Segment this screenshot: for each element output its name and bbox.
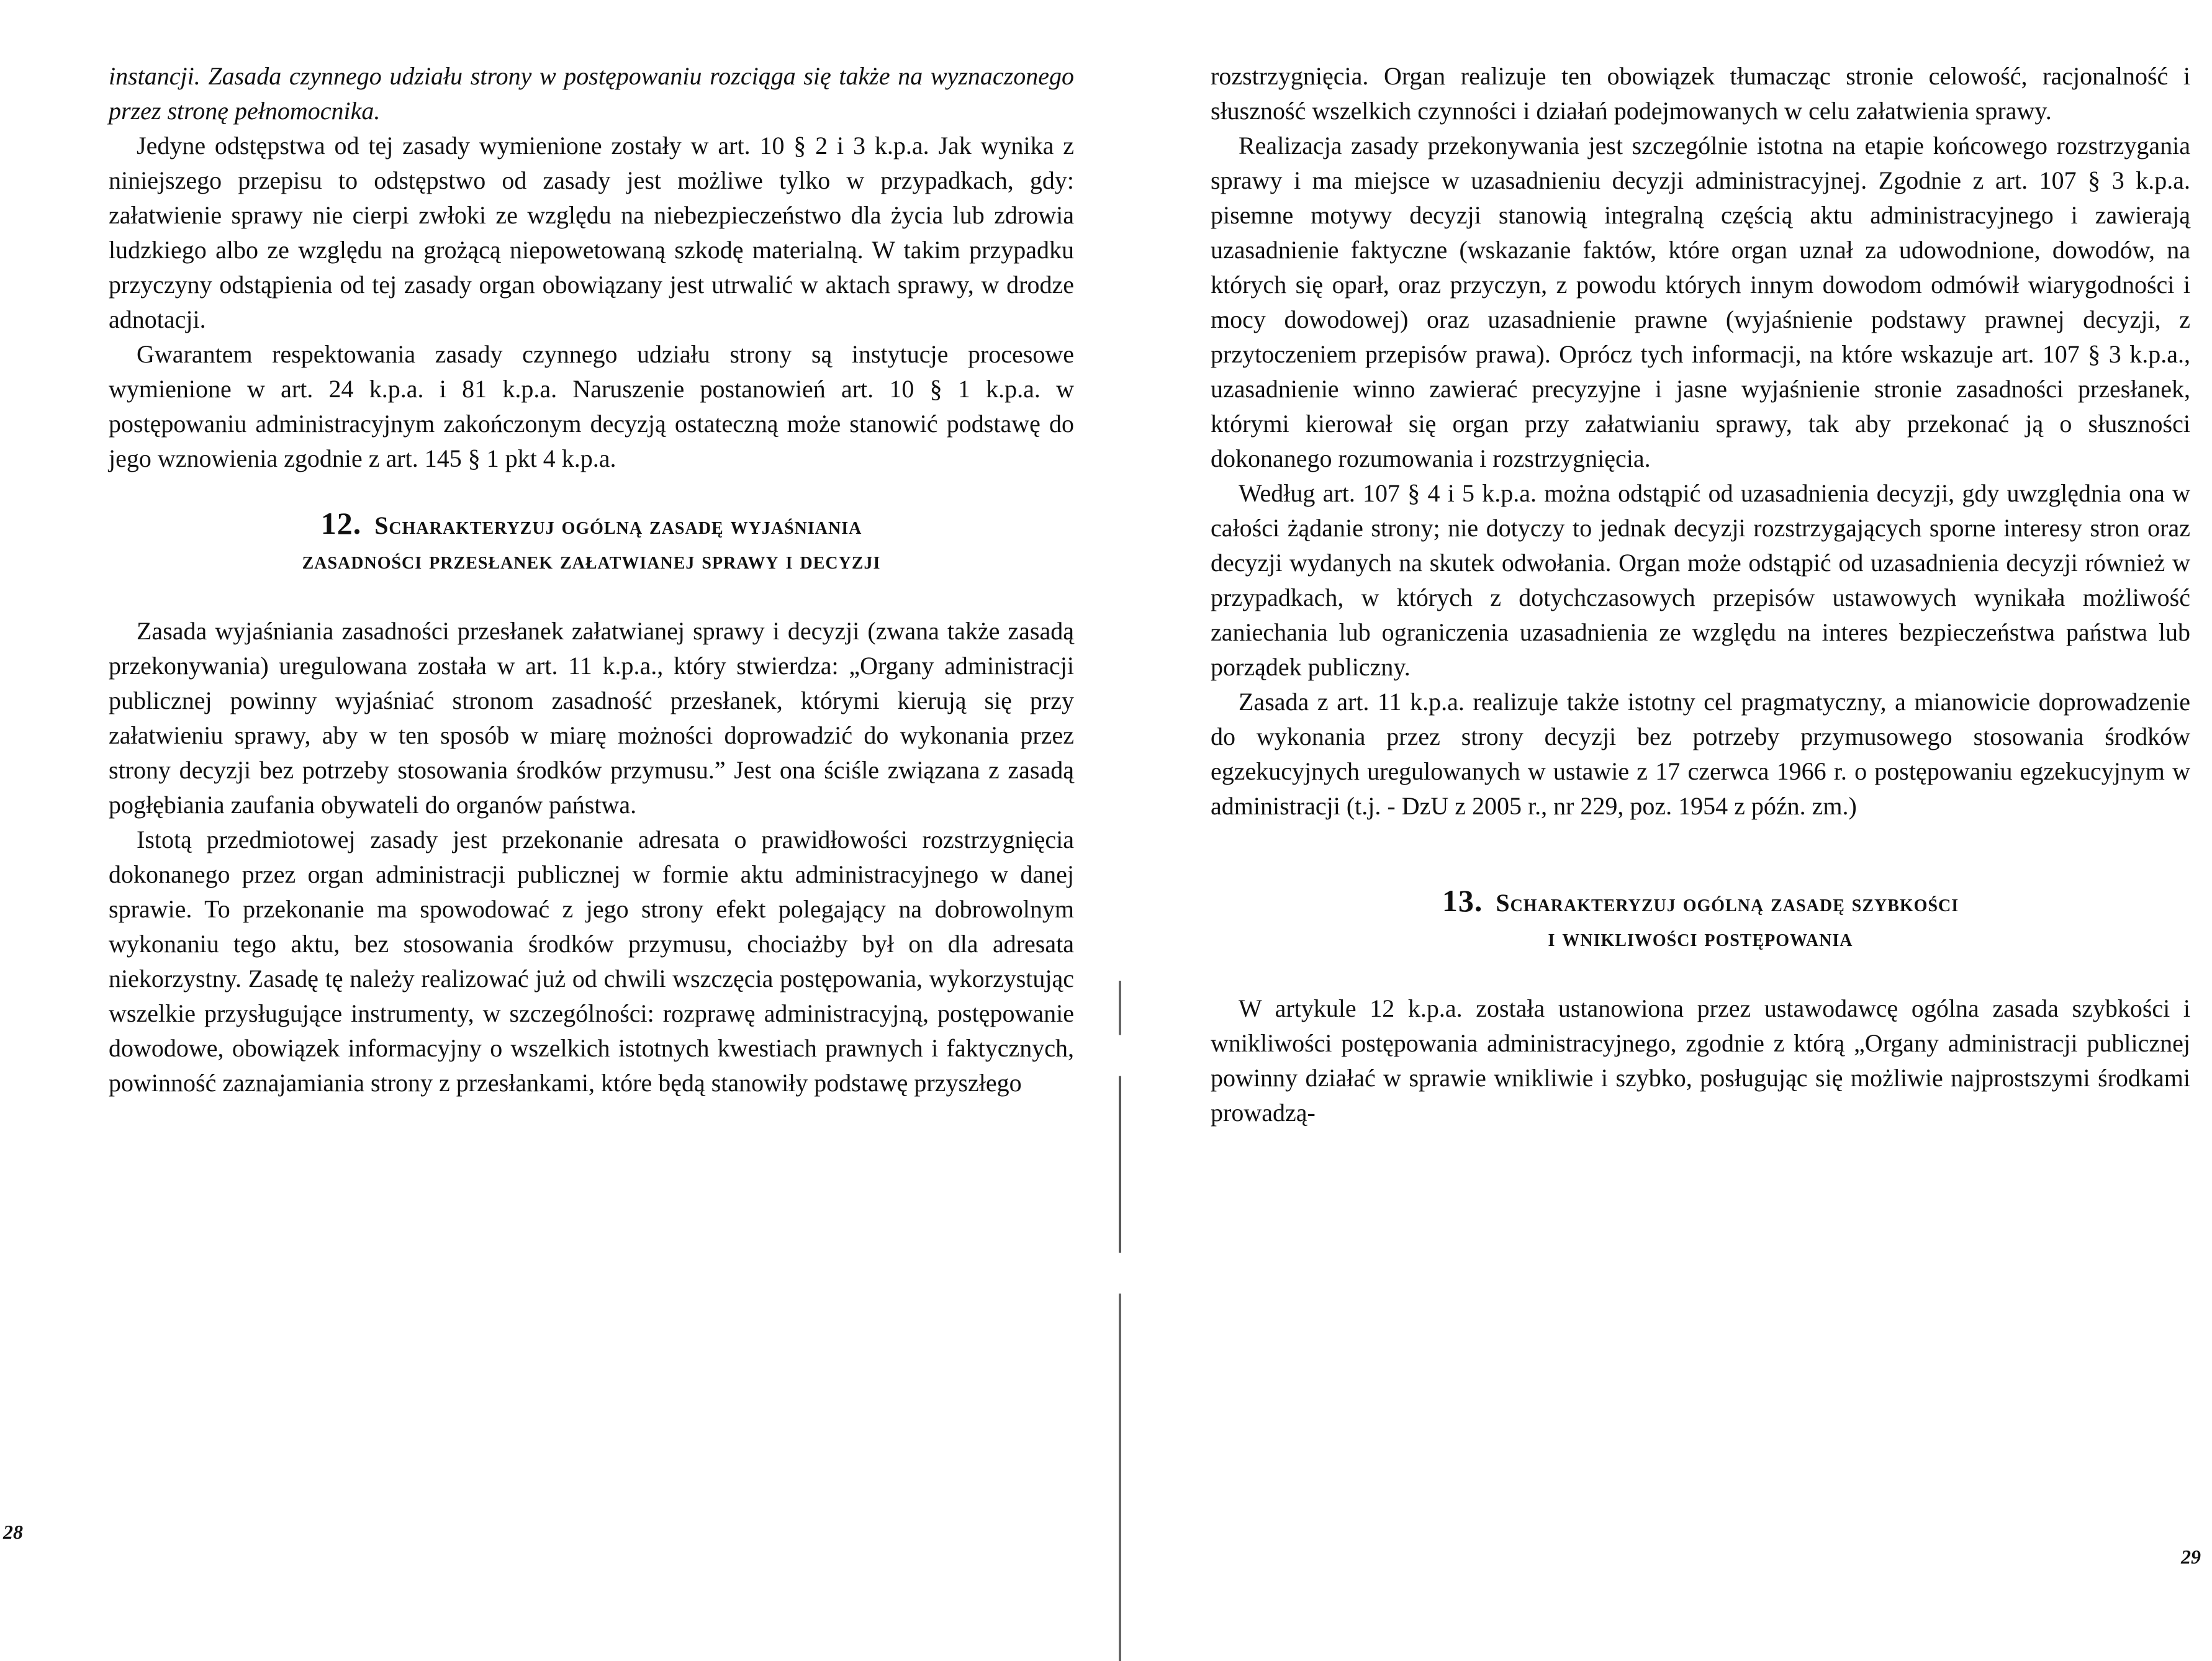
page-number-left: 28 [3, 1521, 23, 1543]
section-title-line1: Scharakteryzuj ogólną zasadę wyjaśniania [374, 511, 862, 539]
paragraph: instancji. Zasada czynnego udziału strony w postępowaniu rozciąga się także na wyznaczonego przez stronę pełnomocnika. [109, 62, 1074, 125]
paragraph: Jedyne odstępstwa od tej zasady wymienione zostały w art. 10 § 2 i 3 k.p.a. Jak wynika z niniejszego przepisu to odstępstwo od zasady jest możliwe tylko w przypadkach, gdy: załatwienie sprawy nie cierpi zwłoki ze względu na niebezpieczeństwo dla życia lub zdrowia ludzkiego albo ze względu na grożącą niepowetowaną szkodę materialną. W takim przypadku przyczyny odstąpienia od tej zasady organ obowiązany jest utrwalić w aktach sprawy, w drodze adnotacji. [109, 132, 1074, 333]
paragraph: Realizacja zasady przekonywania jest szczególnie istotna na etapie końcowego rozstrzygania sprawy i ma miejsce w uzasadnieniu decyzji administracyjnej. Zgodnie z art. 107 § 3 k.p.a. pisemne motywy decyzji stanowią integralną częścią aktu administracyjnego i zawierają uzasadnienie faktyczne (wskazanie faktów, które organ uznał za udowodnione, dowodów, na których się oparł, oraz przyczyn, z powodu których innym dowodom odmówił wiarygodności i mocy dowodowej) oraz uzasadnienie prawne (wyjaśnienie podstawy prawnej decyzji, z przytoczeniem przepisów prawa). Oprócz tych informacji, na które wskazuje art. 107 § 3 k.p.a., uzasadnienie winno zawierać precyzyjne i jasne wyjaśnienie stronie zasadności przesłanek, którymi kierował się organ przy załatwianiu sprawy, tak aby przekonać ją o słuszności dokonanego rozumowania i rozstrzygnięcia. [1211, 132, 2190, 472]
paragraph: Zasada wyjaśniania zasadności przesłanek załatwianej sprawy i decyzji (zwana także zasadą przekonywania) uregulowana została w art. 11 k.p.a., który stwierdza: „Organy administracji publicznej powinny wyjaśniać stronom zasadność przesłanek, którymi kierują się przy załatwieniu sprawy, aby w ten sposób w miarę możności doprowadzić do wykonania przez strony decyzji bez potrzeby stosowania środków przymusu.” Jest ona ściśle związana z zasadą pogłębiania zaufania obywateli do organów państwa. [109, 617, 1074, 819]
section-title-line2: i wnikliwości postępowania [1548, 924, 1853, 952]
paragraph: rozstrzygnięcia. Organ realizuje ten obowiązek tłumacząc stronie celowość, racjonalność i słuszność wszelkich czynności i działań podejmowanych w celu załatwienia sprawy. [1211, 62, 2190, 125]
paragraph: Gwarantem respektowania zasady czynnego udziału strony są instytucje procesowe wymienione w art. 24 k.p.a. i 81 k.p.a. Naruszenie postanowień art. 10 § 1 k.p.a. w postępowaniu administracyjnym zakończonym decyzją ostateczną może stanowić podstawę do jego wznowienia zgodnie z art. 145 § 1 pkt 4 k.p.a. [109, 340, 1074, 472]
page-number-right: 29 [2181, 1546, 2201, 1568]
paragraph: Zasada z art. 11 k.p.a. realizuje także istotny cel pragmatyczny, a mianowicie doprowadzenie do wykonania przez strony decyzji bez potrzeby przymusowego stosowania środków egzekucyjnych uregulowanych w ustawie z 17 czerwca 1966 r. o postępowaniu egzekucyjnym w administracji (t.j. - DzU z 2005 r., nr 229, poz. 1954 z późn. zm.) [1211, 688, 2190, 820]
section-title-line1: Scharakteryzuj ogólną zasadę szybkości [1496, 889, 1959, 917]
section-number: 12. [320, 506, 362, 541]
paragraph: Według art. 107 § 4 i 5 k.p.a. można odstąpić od uzasadnienia decyzji, gdy uwzględnia ona w całości żądanie strony; nie dotyczy to jednak decyzji rozstrzygających sporne interesy stron oraz decyzji wydanych na skutek odwołania. Organ może odstąpić od uzasadnienia decyzji również w przypadkach, w których z dotychczasowych przepisów ustawowych wynikała możliwość zaniechania lub ograniczenia uzasadnienia ze względu na interes bezpieczeństwa państwa lub porządek publiczny. [1211, 479, 2190, 681]
section-heading-12 [109, 506, 1074, 578]
paragraph: W artykule 12 k.p.a. została ustanowiona przez ustawodawcę ogólna zasada szybkości i wnikliwości postępowania administracyjnego, zgodnie z którą „Organy administracji publicznej powinny działać w sprawie wnikliwie i szybko, posługując się możliwie najprostszymi środkami prowadzą- [1211, 994, 2190, 1127]
paragraph: Istotą przedmiotowej zasady jest przekonanie adresata o prawidłowości rozstrzygnięcia dokonanego przez organ administracji publicznej w formie aktu administracyjnego w danej sprawie. To przekonanie ma spowodować z jego strony efekt polegający na dobrowolnym wykonaniu tego aktu, bez stosowania środków przymusu, chociażby był on dla adresata niekorzystny. Zasadę tę należy realizować już od chwili wszczęcia postępowania, wykorzystując wszelkie przysługujące instrumenty, w szczególności: rozprawę administracyjną, postępowanie dowodowe, obowiązek informacyjny o wszelkich istotnych kwestiach prawnych i faktycznych, powinność zaznajamiania strony z przesłankami, które będą stanowiły podstawę przyszłego [109, 826, 1074, 1097]
right-page [1136, 0, 2212, 1661]
section-number: 13. [1442, 883, 1483, 918]
section-title-line2: zasadności przesłanek załatwianej sprawy i decyzji [302, 546, 881, 574]
book-gutter [1119, 981, 1121, 1661]
section-heading-13 [1211, 883, 2190, 955]
left-page [0, 0, 1105, 1661]
